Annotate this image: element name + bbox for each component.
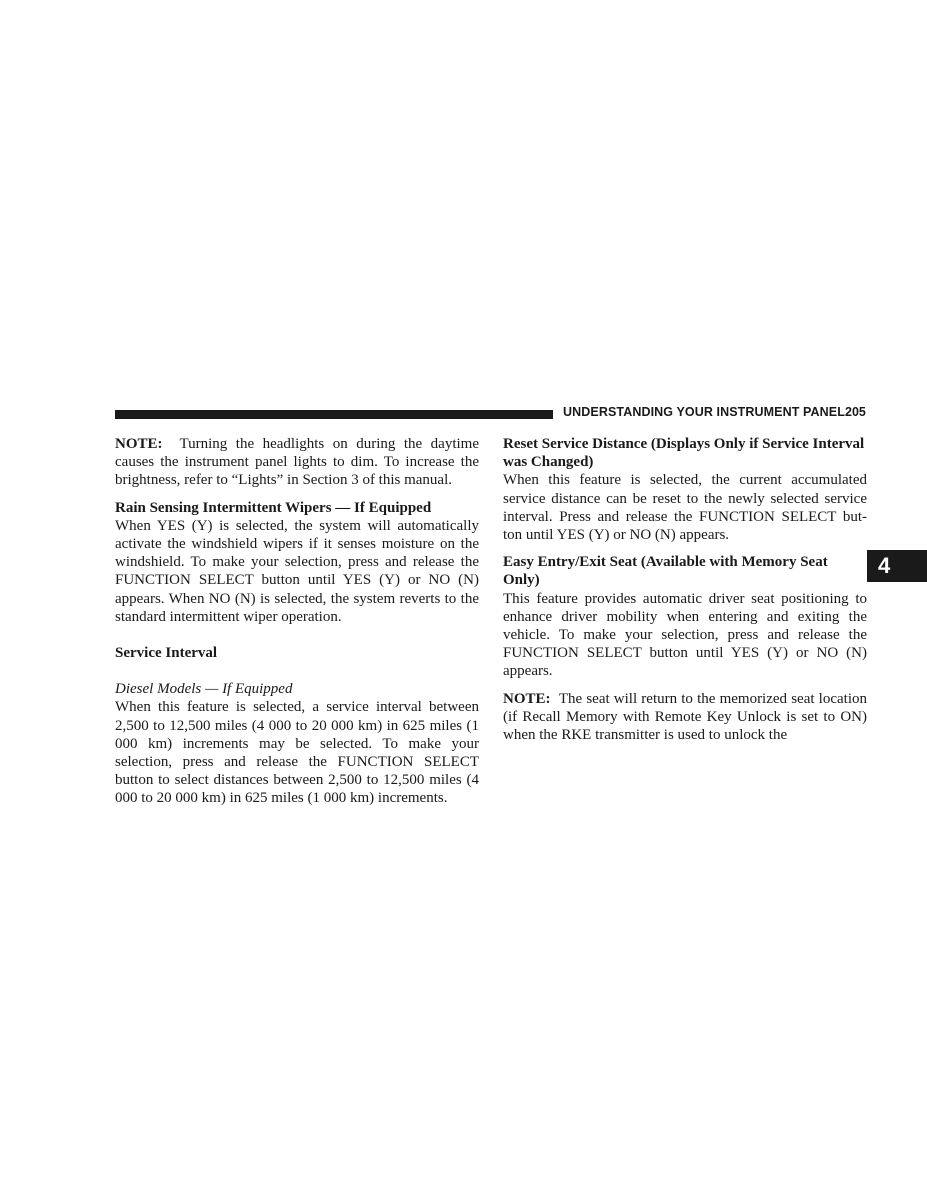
right-column <box>503 435 867 744</box>
diesel-models-text: When this feature is selected, a service interval between 2,500 to 12,500 miles (4 000 to 20 000 km) in 625 miles (1 000 km) increments may be selected. To make your selection, press and release the FUNCTION SELECT button to select distances between 2,500 to 12,500 miles (4 000 to 20 000 km) in 625 miles (1 000 km) increments. <box>115 699 479 807</box>
rain-sensing-text: When YES (Y) is selected, the system will automatically activate the windshield wipers if it senses moisture on the windshield. To make your selection, press and release the FUNCTION SELECT button until YES (Y) or NO (N) appears. When NO (N) is selected, the system reverts to the standard intermittent wiper operation. <box>115 517 479 625</box>
easy-entry-text: This feature provides automatic driver seat positioning to enhance driver mobility when entering and exiting the vehicle. To make your selection, press and release the FUNCTION SELECT button until YES (Y) or NO (N) appears. <box>503 590 867 680</box>
note-paragraph-2 <box>503 690 867 745</box>
note-label: NOTE: <box>115 436 163 452</box>
service-interval-heading: Service Interval <box>115 645 218 662</box>
note-text: Turning the headlights on during the daytime causes the instrument panel lights to dim. To increase the brightness, refer to “Lights” in Section 3 of this manual. <box>115 436 480 489</box>
reset-service-heading: Reset Service Distance (Displays Only if Service Interval was Changed) <box>503 436 865 471</box>
rain-sensing-heading: Rain Sensing Intermittent Wipers — If Equipped <box>115 499 432 516</box>
header-rule <box>115 410 553 419</box>
left-column <box>115 435 479 808</box>
easy-entry-heading: Easy Entry/Exit Seat (Available with Memory Seat Only) <box>503 554 828 589</box>
page-number: 205 <box>845 405 866 419</box>
note-label-2: NOTE: <box>503 690 551 707</box>
note-text-2: The seat will return to the memorized seat location (if Recall Memory with Remote Key Unlock is set to ON) when the RKE transmitter is used to unlock the <box>503 690 867 744</box>
diesel-models-subheading: Diesel Models — If Equipped <box>115 681 293 698</box>
reset-service-text: When this feature is selected, the current accumulated service distance can be reset to the newly selected service interval. Press and release the FUNCTION SELECT but- ton until YES (Y) or NO (N) appears. <box>503 472 867 544</box>
running-header-title: UNDERSTANDING YOUR INSTRUMENT PANEL <box>563 405 845 419</box>
chapter-tab: 4 <box>867 550 927 582</box>
note-paragraph <box>115 435 479 490</box>
